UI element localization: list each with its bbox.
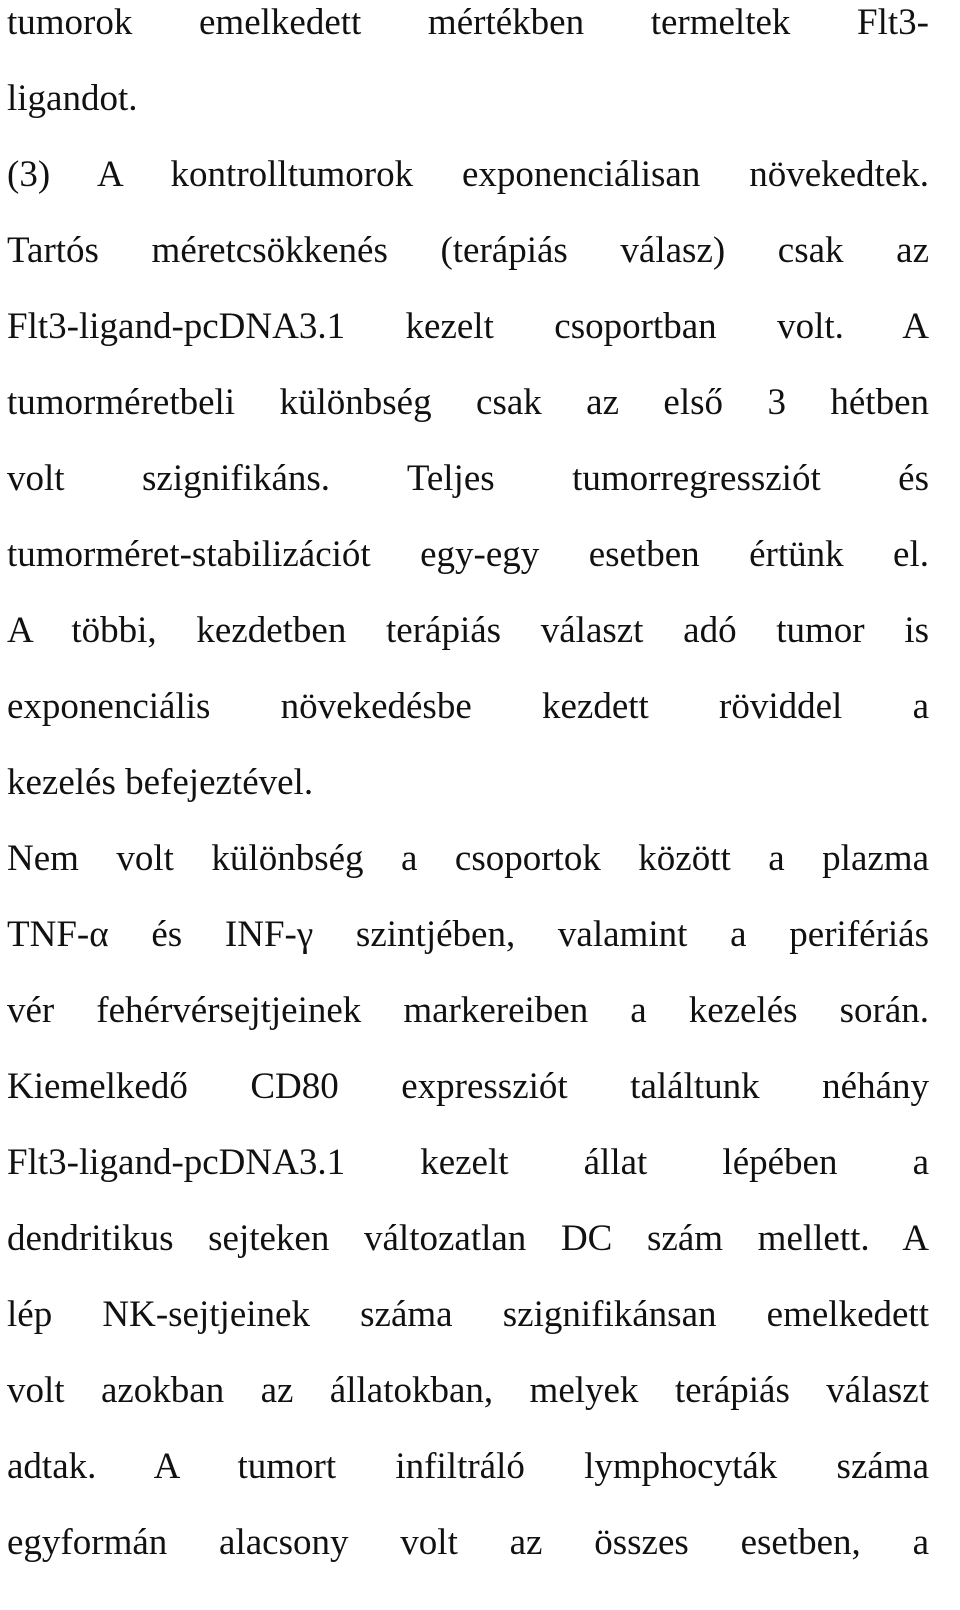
text-line: dendritikus sejteken változatlan DC szám mellett. A: [7, 1218, 929, 1259]
text-line: exponenciális növekedésbe kezdett röviddel a: [7, 686, 929, 727]
text-line: TNF-α és INF-γ szintjében, valamint a perifériás: [7, 914, 929, 955]
text-line: Kiemelkedő CD80 expressziót találtunk néhány: [7, 1066, 929, 1107]
text-line: tumorok emelkedett mértékben termeltek Flt3-: [7, 2, 929, 43]
text-line: lép NK-sejtjeinek száma szignifikánsan emelkedett: [7, 1294, 929, 1335]
text-line: vér fehérvérsejtjeinek markereiben a kezelés során.: [7, 990, 929, 1031]
text-line: Flt3-ligand-pcDNA3.1 kezelt állat lépében a: [7, 1142, 929, 1183]
text-line: Nem volt különbség a csoportok között a plazma: [7, 838, 929, 879]
text-line: tumorméretbeli különbség csak az első 3 hétben: [7, 382, 929, 423]
text-line: ligandot.: [7, 78, 138, 119]
text-line: (3) A kontrolltumorok exponenciálisan növekedtek.: [7, 154, 929, 195]
text-line: kezelés befejeztével.: [7, 762, 314, 803]
text-line: A többi, kezdetben terápiás választ adó tumor is: [7, 610, 929, 651]
text-line: tumorméret-stabilizációt egy-egy esetben értünk el.: [7, 534, 929, 575]
text-line: Tartós méretcsökkenés (terápiás válasz) csak az: [7, 230, 929, 271]
text-line: volt szignifikáns. Teljes tumorregressziót és: [7, 458, 929, 499]
text-line: volt azokban az állatokban, melyek terápiás választ: [7, 1370, 929, 1411]
text-line: adtak. A tumort infiltráló lymphocyták száma: [7, 1446, 929, 1487]
text-line: egyformán alacsony volt az összes esetben, a: [7, 1522, 929, 1563]
text-line: Flt3-ligand-pcDNA3.1 kezelt csoportban volt. A: [7, 306, 929, 347]
